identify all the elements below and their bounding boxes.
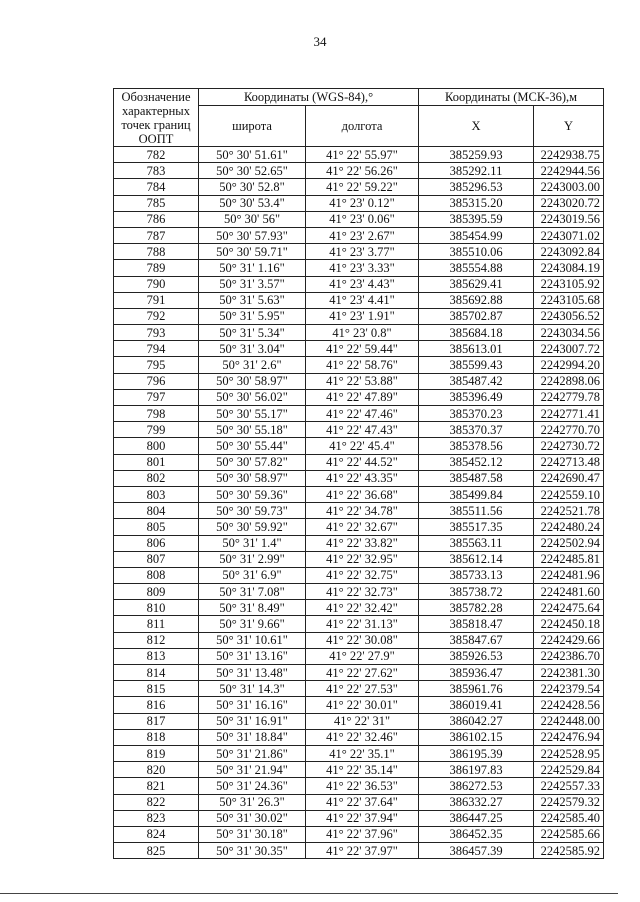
table-row — [114, 276, 604, 292]
point-id-cell: 814 — [114, 665, 199, 681]
header-msk36-group: Координаты (МСК-36),м — [419, 89, 604, 106]
point-id-cell: 783 — [114, 163, 199, 179]
x-coordinate-cell: 386102.15 — [419, 729, 534, 745]
x-coordinate-cell: 385292.11 — [419, 163, 534, 179]
latitude-cell: 50° 31' 13.48" — [199, 665, 306, 681]
longitude-cell: 41° 22' 47.43" — [306, 422, 419, 438]
y-coordinate-cell: 2242428.56 — [534, 697, 604, 713]
header-y: Y — [534, 106, 604, 147]
point-id-cell: 787 — [114, 227, 199, 243]
longitude-cell: 41° 23' 3.33" — [306, 260, 419, 276]
y-coordinate-cell: 2242579.32 — [534, 794, 604, 810]
longitude-cell: 41° 22' 35.1" — [306, 745, 419, 761]
point-id-cell: 808 — [114, 567, 199, 583]
table-row — [114, 308, 604, 324]
longitude-cell: 41° 23' 3.77" — [306, 244, 419, 260]
table-row — [114, 341, 604, 357]
latitude-cell: 50° 31' 21.86" — [199, 745, 306, 761]
table-row — [114, 843, 604, 859]
y-coordinate-cell: 2243105.92 — [534, 276, 604, 292]
longitude-cell: 41° 22' 30.01" — [306, 697, 419, 713]
x-coordinate-cell: 385926.53 — [419, 648, 534, 664]
point-id-cell: 819 — [114, 745, 199, 761]
longitude-cell: 41° 22' 31" — [306, 713, 419, 729]
table-row — [114, 147, 604, 163]
x-coordinate-cell: 385296.53 — [419, 179, 534, 195]
table-row — [114, 195, 604, 211]
y-coordinate-cell: 2242379.54 — [534, 681, 604, 697]
latitude-cell: 50° 30' 56.02" — [199, 389, 306, 405]
table-row — [114, 519, 604, 535]
latitude-cell: 50° 31' 30.18" — [199, 826, 306, 842]
latitude-cell: 50° 31' 16.16" — [199, 697, 306, 713]
latitude-cell: 50° 30' 57.93" — [199, 227, 306, 243]
x-coordinate-cell: 385370.37 — [419, 422, 534, 438]
x-coordinate-cell: 385684.18 — [419, 325, 534, 341]
y-coordinate-cell: 2242528.95 — [534, 745, 604, 761]
latitude-cell: 50° 30' 52.8" — [199, 179, 306, 195]
longitude-cell: 41° 22' 33.82" — [306, 535, 419, 551]
y-coordinate-cell: 2243056.52 — [534, 308, 604, 324]
longitude-cell: 41° 22' 32.73" — [306, 584, 419, 600]
latitude-cell: 50° 31' 5.95" — [199, 308, 306, 324]
y-coordinate-cell: 2243034.56 — [534, 325, 604, 341]
x-coordinate-cell: 385936.47 — [419, 665, 534, 681]
latitude-cell: 50° 31' 18.84" — [199, 729, 306, 745]
latitude-cell: 50° 30' 55.18" — [199, 422, 306, 438]
point-id-cell: 815 — [114, 681, 199, 697]
point-id-cell: 817 — [114, 713, 199, 729]
table-row — [114, 503, 604, 519]
longitude-cell: 41° 22' 37.64" — [306, 794, 419, 810]
point-id-cell: 789 — [114, 260, 199, 276]
header-longitude: долгота — [306, 106, 419, 147]
y-coordinate-cell: 2242938.75 — [534, 147, 604, 163]
table-row — [114, 244, 604, 260]
y-coordinate-cell: 2242690.47 — [534, 470, 604, 486]
latitude-cell: 50° 31' 5.34" — [199, 325, 306, 341]
x-coordinate-cell: 385487.58 — [419, 470, 534, 486]
y-coordinate-cell: 2242713.48 — [534, 454, 604, 470]
longitude-cell: 41° 22' 32.46" — [306, 729, 419, 745]
x-coordinate-cell: 386457.39 — [419, 843, 534, 859]
y-coordinate-cell: 2242730.72 — [534, 438, 604, 454]
longitude-cell: 41° 23' 2.67" — [306, 227, 419, 243]
latitude-cell: 50° 30' 55.44" — [199, 438, 306, 454]
point-id-cell: 792 — [114, 308, 199, 324]
longitude-cell: 41° 22' 36.68" — [306, 486, 419, 502]
latitude-cell: 50° 30' 53.4" — [199, 195, 306, 211]
table-row — [114, 227, 604, 243]
table-row — [114, 163, 604, 179]
latitude-cell: 50° 31' 30.02" — [199, 810, 306, 826]
longitude-cell: 41° 22' 44.52" — [306, 454, 419, 470]
longitude-cell: 41° 22' 34.78" — [306, 503, 419, 519]
table-row — [114, 373, 604, 389]
y-coordinate-cell: 2242529.84 — [534, 762, 604, 778]
y-coordinate-cell: 2242770.70 — [534, 422, 604, 438]
x-coordinate-cell: 385961.76 — [419, 681, 534, 697]
point-id-cell: 818 — [114, 729, 199, 745]
latitude-cell: 50° 31' 9.66" — [199, 616, 306, 632]
y-coordinate-cell: 2242386.70 — [534, 648, 604, 664]
table-row — [114, 567, 604, 583]
x-coordinate-cell: 385259.93 — [419, 147, 534, 163]
latitude-cell: 50° 31' 10.61" — [199, 632, 306, 648]
point-id-cell: 784 — [114, 179, 199, 195]
table-row — [114, 325, 604, 341]
table-row — [114, 211, 604, 227]
x-coordinate-cell: 386452.35 — [419, 826, 534, 842]
table-row — [114, 648, 604, 664]
table-row — [114, 389, 604, 405]
table-row — [114, 535, 604, 551]
table-row — [114, 697, 604, 713]
y-coordinate-cell: 2242502.94 — [534, 535, 604, 551]
table-body — [114, 147, 604, 859]
latitude-cell: 50° 31' 13.16" — [199, 648, 306, 664]
header-latitude: широта — [199, 106, 306, 147]
longitude-cell: 41° 22' 43.35" — [306, 470, 419, 486]
longitude-cell: 41° 22' 37.94" — [306, 810, 419, 826]
x-coordinate-cell: 385370.23 — [419, 406, 534, 422]
latitude-cell: 50° 31' 3.57" — [199, 276, 306, 292]
y-coordinate-cell: 2242521.78 — [534, 503, 604, 519]
longitude-cell: 41° 22' 27.53" — [306, 681, 419, 697]
latitude-cell: 50° 31' 8.49" — [199, 600, 306, 616]
longitude-cell: 41° 22' 45.4" — [306, 438, 419, 454]
y-coordinate-cell: 2242485.81 — [534, 551, 604, 567]
latitude-cell: 50° 31' 5.63" — [199, 292, 306, 308]
y-coordinate-cell: 2243105.68 — [534, 292, 604, 308]
table-row — [114, 454, 604, 470]
table-row — [114, 713, 604, 729]
latitude-cell: 50° 31' 24.36" — [199, 778, 306, 794]
y-coordinate-cell: 2243020.72 — [534, 195, 604, 211]
point-id-cell: 786 — [114, 211, 199, 227]
point-id-cell: 803 — [114, 486, 199, 502]
latitude-cell: 50° 31' 30.35" — [199, 843, 306, 859]
table-row — [114, 260, 604, 276]
y-coordinate-cell: 2242779.78 — [534, 389, 604, 405]
y-coordinate-cell: 2242481.96 — [534, 567, 604, 583]
table-row — [114, 357, 604, 373]
point-id-cell: 791 — [114, 292, 199, 308]
latitude-cell: 50° 30' 58.97" — [199, 373, 306, 389]
table-row — [114, 810, 604, 826]
x-coordinate-cell: 385454.99 — [419, 227, 534, 243]
latitude-cell: 50° 31' 2.6" — [199, 357, 306, 373]
latitude-cell: 50° 31' 1.4" — [199, 535, 306, 551]
x-coordinate-cell: 385499.84 — [419, 486, 534, 502]
table-row — [114, 681, 604, 697]
header-x: X — [419, 106, 534, 147]
table-row — [114, 486, 604, 502]
y-coordinate-cell: 2242585.40 — [534, 810, 604, 826]
table-row — [114, 292, 604, 308]
x-coordinate-cell: 385702.87 — [419, 308, 534, 324]
y-coordinate-cell: 2242476.94 — [534, 729, 604, 745]
latitude-cell: 50° 30' 59.73" — [199, 503, 306, 519]
table-row — [114, 632, 604, 648]
longitude-cell: 41° 22' 56.26" — [306, 163, 419, 179]
table-row — [114, 600, 604, 616]
x-coordinate-cell: 385692.88 — [419, 292, 534, 308]
x-coordinate-cell: 385487.42 — [419, 373, 534, 389]
latitude-cell: 50° 30' 56" — [199, 211, 306, 227]
point-id-cell: 804 — [114, 503, 199, 519]
x-coordinate-cell: 385517.35 — [419, 519, 534, 535]
point-id-cell: 799 — [114, 422, 199, 438]
x-coordinate-cell: 385782.28 — [419, 600, 534, 616]
latitude-cell: 50° 30' 59.36" — [199, 486, 306, 502]
x-coordinate-cell: 385612.14 — [419, 551, 534, 567]
point-id-cell: 822 — [114, 794, 199, 810]
y-coordinate-cell: 2242429.66 — [534, 632, 604, 648]
x-coordinate-cell: 385847.67 — [419, 632, 534, 648]
latitude-cell: 50° 30' 57.82" — [199, 454, 306, 470]
page-bottom-divider — [0, 893, 618, 894]
x-coordinate-cell: 385511.56 — [419, 503, 534, 519]
table-row — [114, 826, 604, 842]
longitude-cell: 41° 22' 59.22" — [306, 179, 419, 195]
latitude-cell: 50° 31' 1.16" — [199, 260, 306, 276]
point-id-cell: 821 — [114, 778, 199, 794]
point-id-cell: 823 — [114, 810, 199, 826]
header-wgs84-group: Координаты (WGS-84),° — [199, 89, 419, 106]
point-id-cell: 797 — [114, 389, 199, 405]
point-id-cell: 825 — [114, 843, 199, 859]
longitude-cell: 41° 22' 36.53" — [306, 778, 419, 794]
longitude-cell: 41° 22' 30.08" — [306, 632, 419, 648]
table-row — [114, 745, 604, 761]
header-designation: Обозначение характерных точек границ ООПТ — [114, 89, 199, 147]
x-coordinate-cell: 385315.20 — [419, 195, 534, 211]
y-coordinate-cell: 2242450.18 — [534, 616, 604, 632]
longitude-cell: 41° 22' 32.67" — [306, 519, 419, 535]
point-id-cell: 795 — [114, 357, 199, 373]
point-id-cell: 785 — [114, 195, 199, 211]
longitude-cell: 41° 22' 53.88" — [306, 373, 419, 389]
latitude-cell: 50° 30' 55.17" — [199, 406, 306, 422]
x-coordinate-cell: 385395.59 — [419, 211, 534, 227]
longitude-cell: 41° 23' 4.43" — [306, 276, 419, 292]
table-row — [114, 584, 604, 600]
longitude-cell: 41° 23' 4.41" — [306, 292, 419, 308]
longitude-cell: 41° 22' 37.97" — [306, 843, 419, 859]
point-id-cell: 794 — [114, 341, 199, 357]
x-coordinate-cell: 385818.47 — [419, 616, 534, 632]
latitude-cell: 50° 30' 52.65" — [199, 163, 306, 179]
x-coordinate-cell: 386197.83 — [419, 762, 534, 778]
point-id-cell: 812 — [114, 632, 199, 648]
longitude-cell: 41° 22' 55.97" — [306, 147, 419, 163]
x-coordinate-cell: 385378.56 — [419, 438, 534, 454]
y-coordinate-cell: 2243007.72 — [534, 341, 604, 357]
longitude-cell: 41° 23' 0.8" — [306, 325, 419, 341]
y-coordinate-cell: 2242475.64 — [534, 600, 604, 616]
table-row — [114, 794, 604, 810]
y-coordinate-cell: 2242771.41 — [534, 406, 604, 422]
table-row — [114, 551, 604, 567]
point-id-cell: 788 — [114, 244, 199, 260]
longitude-cell: 41° 22' 27.62" — [306, 665, 419, 681]
longitude-cell: 41° 22' 37.96" — [306, 826, 419, 842]
x-coordinate-cell: 385733.13 — [419, 567, 534, 583]
latitude-cell: 50° 30' 59.92" — [199, 519, 306, 535]
longitude-cell: 41° 22' 32.95" — [306, 551, 419, 567]
x-coordinate-cell: 386042.27 — [419, 713, 534, 729]
longitude-cell: 41° 22' 35.14" — [306, 762, 419, 778]
y-coordinate-cell: 2242480.24 — [534, 519, 604, 535]
point-id-cell: 807 — [114, 551, 199, 567]
y-coordinate-cell: 2242381.30 — [534, 665, 604, 681]
point-id-cell: 809 — [114, 584, 199, 600]
y-coordinate-cell: 2243003.00 — [534, 179, 604, 195]
x-coordinate-cell: 385563.11 — [419, 535, 534, 551]
point-id-cell: 800 — [114, 438, 199, 454]
table-row — [114, 778, 604, 794]
latitude-cell: 50° 31' 16.91" — [199, 713, 306, 729]
page-number: 34 — [313, 34, 327, 49]
point-id-cell: 806 — [114, 535, 199, 551]
x-coordinate-cell: 386195.39 — [419, 745, 534, 761]
latitude-cell: 50° 31' 3.04" — [199, 341, 306, 357]
y-coordinate-cell: 2243092.84 — [534, 244, 604, 260]
table-row — [114, 665, 604, 681]
longitude-cell: 41° 22' 32.75" — [306, 567, 419, 583]
latitude-cell: 50° 31' 2.99" — [199, 551, 306, 567]
point-id-cell: 796 — [114, 373, 199, 389]
longitude-cell: 41° 23' 1.91" — [306, 308, 419, 324]
x-coordinate-cell: 386272.53 — [419, 778, 534, 794]
table-row — [114, 422, 604, 438]
x-coordinate-cell: 386019.41 — [419, 697, 534, 713]
latitude-cell: 50° 31' 14.3" — [199, 681, 306, 697]
y-coordinate-cell: 2243019.56 — [534, 211, 604, 227]
point-id-cell: 782 — [114, 147, 199, 163]
point-id-cell: 813 — [114, 648, 199, 664]
y-coordinate-cell: 2242898.06 — [534, 373, 604, 389]
latitude-cell: 50° 31' 21.94" — [199, 762, 306, 778]
y-coordinate-cell: 2242559.10 — [534, 486, 604, 502]
table-row — [114, 762, 604, 778]
x-coordinate-cell: 385629.41 — [419, 276, 534, 292]
x-coordinate-cell: 386332.27 — [419, 794, 534, 810]
y-coordinate-cell: 2243071.02 — [534, 227, 604, 243]
point-id-cell: 811 — [114, 616, 199, 632]
longitude-cell: 41° 23' 0.06" — [306, 211, 419, 227]
y-coordinate-cell: 2242448.00 — [534, 713, 604, 729]
table-row — [114, 729, 604, 745]
y-coordinate-cell: 2242585.92 — [534, 843, 604, 859]
latitude-cell: 50° 31' 26.3" — [199, 794, 306, 810]
x-coordinate-cell: 385599.43 — [419, 357, 534, 373]
longitude-cell: 41° 22' 59.44" — [306, 341, 419, 357]
y-coordinate-cell: 2242994.20 — [534, 357, 604, 373]
table-row — [114, 179, 604, 195]
x-coordinate-cell: 385738.72 — [419, 584, 534, 600]
point-id-cell: 805 — [114, 519, 199, 535]
longitude-cell: 41° 22' 27.9" — [306, 648, 419, 664]
point-id-cell: 824 — [114, 826, 199, 842]
x-coordinate-cell: 385613.01 — [419, 341, 534, 357]
x-coordinate-cell: 385510.06 — [419, 244, 534, 260]
y-coordinate-cell: 2242481.60 — [534, 584, 604, 600]
point-id-cell: 793 — [114, 325, 199, 341]
x-coordinate-cell: 386447.25 — [419, 810, 534, 826]
y-coordinate-cell: 2242944.56 — [534, 163, 604, 179]
point-id-cell: 810 — [114, 600, 199, 616]
point-id-cell: 820 — [114, 762, 199, 778]
latitude-cell: 50° 30' 51.61" — [199, 147, 306, 163]
latitude-cell: 50° 30' 58.97" — [199, 470, 306, 486]
longitude-cell: 41° 22' 47.46" — [306, 406, 419, 422]
longitude-cell: 41° 23' 0.12" — [306, 195, 419, 211]
x-coordinate-cell: 385554.88 — [419, 260, 534, 276]
latitude-cell: 50° 31' 6.9" — [199, 567, 306, 583]
point-id-cell: 790 — [114, 276, 199, 292]
y-coordinate-cell: 2242585.66 — [534, 826, 604, 842]
point-id-cell: 802 — [114, 470, 199, 486]
x-coordinate-cell: 385452.12 — [419, 454, 534, 470]
coordinates-table — [113, 88, 604, 859]
table-row — [114, 470, 604, 486]
longitude-cell: 41° 22' 31.13" — [306, 616, 419, 632]
latitude-cell: 50° 30' 59.71" — [199, 244, 306, 260]
y-coordinate-cell: 2242557.33 — [534, 778, 604, 794]
table-row — [114, 438, 604, 454]
point-id-cell: 798 — [114, 406, 199, 422]
y-coordinate-cell: 2243084.19 — [534, 260, 604, 276]
longitude-cell: 41° 22' 58.76" — [306, 357, 419, 373]
latitude-cell: 50° 31' 7.08" — [199, 584, 306, 600]
table-row — [114, 616, 604, 632]
table-row — [114, 406, 604, 422]
x-coordinate-cell: 385396.49 — [419, 389, 534, 405]
point-id-cell: 816 — [114, 697, 199, 713]
point-id-cell: 801 — [114, 454, 199, 470]
longitude-cell: 41° 22' 47.89" — [306, 389, 419, 405]
longitude-cell: 41° 22' 32.42" — [306, 600, 419, 616]
